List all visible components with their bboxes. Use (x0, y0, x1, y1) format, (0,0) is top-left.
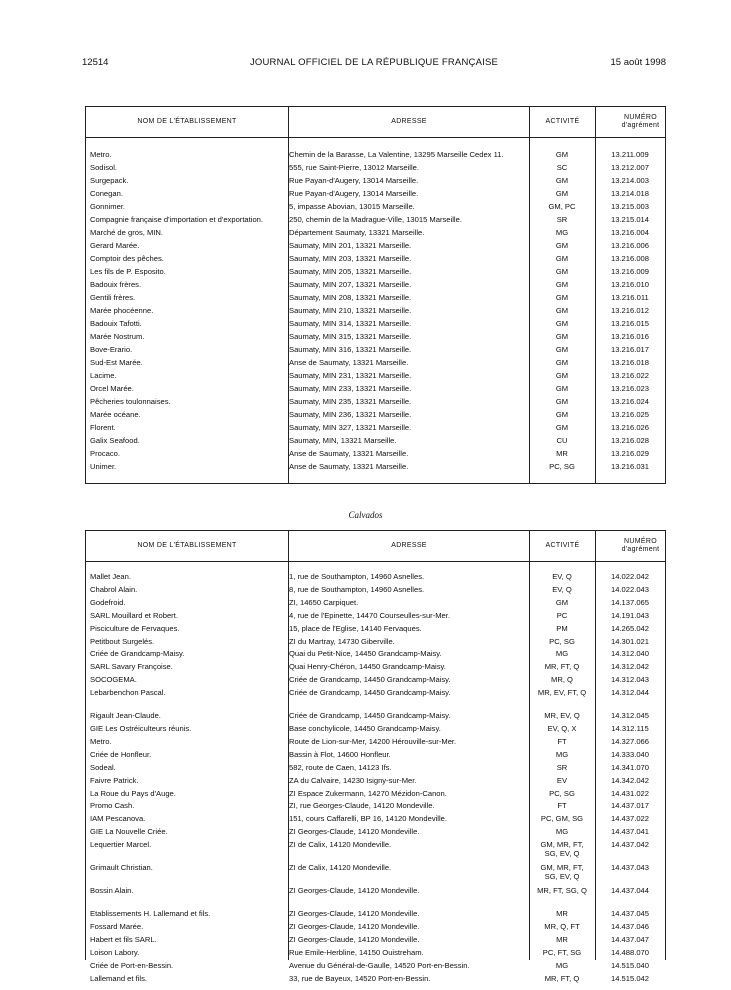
establishment-activity: GM (555, 397, 569, 406)
approval-number: 14.342.042 (610, 775, 649, 785)
approval-number: 13.215.003 (610, 202, 649, 211)
establishment-activity: SR (556, 762, 568, 772)
establishment-name: Lacime. (90, 372, 117, 380)
establishment-address: ZA du Calvaire, 14230 Isigny-sur-Mer. (289, 776, 417, 785)
establishment-name: Grimault Christian. (90, 864, 153, 873)
approval-number: 13.216.012 (610, 306, 649, 315)
establishment-address: ZI Espace Zukermann, 14270 Mézidon-Canon. (289, 789, 447, 798)
establishment-address: 151, cours Caffarelli, BP 16, 14120 Mondeville. (289, 815, 448, 824)
establishment-address: Saumaty, MIN 314, 13321 Marseille. (289, 320, 412, 328)
establishment-activity: SC (556, 163, 568, 172)
establishment-address: Chemin de la Barasse, La Valentine, 13295 Marseille Cedex 11. (289, 151, 504, 159)
establishment-activity: GM (555, 293, 569, 302)
approval-number: 14.333.040 (610, 749, 649, 759)
approval-number: 14.022.042 (610, 572, 649, 581)
establishment-address: Saumaty, MIN 207, 13321 Marseille. (289, 281, 412, 289)
approval-number: 13.216.022 (610, 371, 649, 380)
section-title: Calvados (348, 510, 383, 520)
approval-number: 13.216.009 (610, 267, 649, 276)
page-header (82, 57, 666, 73)
approval-number: 14.515.040 (610, 960, 649, 970)
establishment-activity: SR (556, 215, 568, 224)
establishments-table-calvados (85, 530, 666, 983)
approval-number: 13.216.016 (610, 332, 649, 341)
establishment-name: Criée de Port-en-Bessin. (90, 961, 174, 970)
establishment-address: ZI Georges-Claude, 14120 Mondeville. (289, 887, 420, 896)
establishment-activity: GM (555, 241, 569, 250)
establishment-activity: MR (556, 909, 568, 919)
establishment-activity: PC, SG (549, 636, 575, 646)
establishment-address: 1, rue de Southampton, 14960 Asnelles. (289, 573, 425, 581)
establishment-name: Badouix frères. (90, 281, 142, 289)
approval-number: 14.437.043 (610, 863, 649, 873)
establishment-name: Metro. (90, 737, 112, 746)
establishment-address: Département Saumaty, 13321 Marseille. (289, 229, 425, 237)
establishment-activity: GM (555, 423, 569, 432)
establishment-address: 250, chemin de la Madrague-Ville, 13015 Marseille. (289, 216, 462, 224)
approval-number: 14.431.022 (610, 788, 649, 798)
approval-number: 13.216.029 (610, 449, 649, 458)
approval-number: 14.341.070 (610, 762, 649, 772)
establishment-address: 33, rue de Bayeux, 14520 Port-en-Bessin. (289, 974, 431, 983)
approval-number: 14.301.021 (610, 636, 649, 646)
approval-number: 13.216.024 (610, 397, 649, 406)
approval-number: 14.191.043 (610, 610, 649, 620)
establishment-address: Anse de Saumaty, 13321 Marseille. (289, 463, 409, 471)
establishment-activity: GM (555, 597, 569, 607)
establishment-name: Criée de Honfleur. (90, 750, 152, 759)
establishment-address: Saumaty, MIN 203, 13321 Marseille. (289, 255, 412, 263)
establishment-name: Gentili frères. (90, 294, 136, 302)
establishment-address: ZI du Martray, 14730 Giberville. (289, 637, 395, 646)
establishment-address: Saumaty, MIN 315, 13321 Marseille. (289, 333, 412, 341)
approval-number: 14.437.045 (610, 909, 649, 919)
establishment-activity: GM (555, 371, 569, 380)
establishment-activity: EV (556, 775, 568, 785)
establishment-name: SOCOGEMA. (90, 676, 137, 685)
establishments-table-bouches-du-rhone (85, 106, 666, 484)
establishment-name: Loison Labory. (90, 948, 140, 957)
establishment-address: Saumaty, MIN 205, 13321 Marseille. (289, 268, 412, 276)
establishment-activity: PC, GM, SG (540, 814, 584, 824)
establishment-name: Lequertier Marcel. (90, 841, 152, 850)
establishment-activity: FT (557, 801, 567, 811)
approval-number: 13.216.008 (610, 254, 649, 263)
establishment-activity: MG (555, 649, 569, 659)
establishment-activity: GM (555, 410, 569, 419)
approval-number: 14.137.065 (610, 597, 649, 607)
establishment-address: 5, impasse Abovian, 13015 Marseille. (289, 203, 415, 211)
establishment-name: Petitbout Surgelés. (90, 637, 155, 646)
establishment-activity: GM (555, 280, 569, 289)
approval-number: 14.312.115 (611, 724, 649, 733)
establishment-name: Marché de gros, MIN. (90, 229, 164, 237)
approval-number: 14.265.042 (610, 623, 649, 633)
establishment-activity: PC, FT, SG (542, 947, 582, 957)
journal-title: JOURNAL OFFICIEL DE LA RÉPUBLIQUE FRANÇAISE (249, 57, 499, 68)
establishment-activity: EV, Q, X (547, 724, 577, 733)
establishment-address: Saumaty, MIN 233, 13321 Marseille. (289, 385, 412, 393)
establishment-name: Rigault Jean-Claude. (90, 712, 161, 721)
establishment-activity: MG (555, 749, 569, 759)
establishment-name: SARL Mouillard et Robert. (90, 611, 178, 620)
establishment-activity: EV, Q (552, 572, 572, 581)
establishment-name: Marée océane. (90, 411, 141, 419)
establishment-address: Bassin à Flot, 14600 Honfleur. (289, 750, 391, 759)
approval-number: 13.215.014 (610, 215, 649, 224)
establishment-name: Unimer. (90, 463, 117, 471)
establishment-name: IAM Pescanova. (90, 815, 146, 824)
approval-number: 14.312.045 (610, 711, 649, 721)
establishment-name: Procaco. (90, 450, 120, 458)
establishment-address: Saumaty, MIN 327, 13321 Marseille. (289, 424, 412, 432)
establishment-address: ZI Georges-Claude, 14120 Mondeville. (289, 935, 420, 944)
establishment-name: GIE Les Ostréiculteurs réunis. (90, 725, 192, 733)
establishment-address: 8, rue de Southampton, 14960 Asnelles. (289, 585, 425, 594)
establishment-name: Gerard Marée. (90, 242, 140, 250)
establishment-address: ZI Georges-Claude, 14120 Mondeville. (289, 923, 420, 931)
establishment-address: Rue Emile-Herbline, 14150 Ouistreham. (289, 948, 424, 957)
establishment-activity: MR, FT, Q (544, 662, 580, 672)
establishment-name: Marée Nostrum. (90, 333, 145, 341)
header-name: NOM DE L'ÉTABLISSEMENT (137, 118, 237, 125)
approval-number: 13.216.026 (610, 423, 649, 432)
establishment-activity: GM (555, 189, 569, 198)
establishment-name: Sodisol. (90, 164, 118, 172)
establishment-activity: GM (555, 345, 569, 354)
approval-number: 14.437.017 (610, 801, 649, 811)
establishment-name: Les fils de P. Esposito. (90, 268, 166, 276)
establishment-name: Orcel Marée. (90, 385, 134, 393)
establishment-name: GIE La Nouvelle Criée. (90, 828, 168, 837)
approval-number: 14.312.043 (610, 675, 649, 685)
establishment-name: Pisciculture de Fervaques. (90, 624, 180, 633)
establishment-activity: PC (556, 610, 568, 620)
table-header (86, 531, 665, 562)
establishment-name: Criée de Grandcamp-Maisy. (90, 650, 185, 659)
establishment-name: Chabrol Alain. (90, 585, 138, 594)
approval-number: 13.216.010 (610, 280, 649, 289)
header-activity: ACTIVITÉ (545, 118, 580, 125)
approval-number: 14.488.070 (610, 947, 649, 957)
establishment-activity: EV, Q (552, 584, 572, 594)
establishment-activity: GM (555, 306, 569, 315)
approval-number: 14.437.041 (610, 827, 649, 837)
establishment-address: Rue Payan-d'Augery, 13014 Marseille. (289, 190, 419, 198)
establishment-activity: GM, MR, FT, SG, EV, Q (540, 840, 584, 858)
establishment-activity: MR, EV, Q (544, 711, 580, 721)
establishment-name: Mallet Jean. (90, 573, 131, 581)
establishment-name: Comptoir des pêches. (90, 255, 164, 263)
approval-number: 14.437.022 (610, 814, 649, 824)
establishment-activity: FT (557, 736, 567, 746)
establishment-address: ZI, 14650 Carpiquet. (289, 598, 359, 607)
header-activity: ACTIVITÉ (545, 542, 580, 549)
approval-number: 13.216.025 (610, 410, 649, 419)
issue-date: 15 août 1998 (610, 57, 666, 68)
establishment-activity: MG (555, 827, 569, 837)
establishment-address: Quai Henry-Chéron, 14450 Grandcamp-Maisy. (289, 663, 446, 672)
approval-number: 13.214.003 (610, 176, 649, 185)
header-name: NOM DE L'ÉTABLISSEMENT (137, 542, 237, 549)
establishment-address: Saumaty, MIN 210, 13321 Marseille. (289, 307, 412, 315)
approval-number: 14.437.046 (610, 922, 649, 931)
establishment-name: Gonnimer. (90, 203, 126, 211)
establishment-address: Criée de Grandcamp, 14450 Grandcamp-Maisy. (289, 689, 451, 698)
establishment-activity: MR, FT, SG, Q (537, 886, 587, 896)
approval-number: 13.211.009 (611, 150, 649, 159)
establishment-activity: GM, PC (548, 202, 576, 211)
establishment-address: Saumaty, MIN, 13321 Marseille. (289, 437, 397, 445)
establishment-address: Saumaty, MIN 316, 13321 Marseille. (289, 346, 412, 354)
approval-number: 13.216.004 (610, 228, 649, 237)
establishment-name: Metro. (90, 151, 112, 159)
table-header (86, 107, 665, 138)
approval-number: 13.216.018 (610, 358, 649, 367)
establishment-activity: GM (555, 384, 569, 393)
establishment-name: Lallemand et fils. (90, 974, 147, 983)
establishment-name: Conegan. (90, 190, 123, 198)
approval-number: 14.437.042 (610, 840, 649, 850)
establishment-address: Base conchylicole, 14450 Grandcamp-Maisy. (289, 725, 441, 733)
establishment-address: 4, rue de l'Epinette, 14470 Courseulles-sur-Mer. (289, 611, 451, 620)
establishment-name: La Roue du Pays d'Auge. (90, 789, 176, 798)
approval-number: 13.216.031 (610, 462, 649, 471)
approval-number: 13.216.015 (610, 319, 649, 328)
establishment-name: Godefroid. (90, 598, 126, 607)
approval-number: 14.312.042 (610, 662, 649, 672)
approval-number: 14.437.047 (610, 934, 649, 944)
establishment-activity: PM (556, 623, 568, 633)
establishment-address: ZI, rue Georges-Claude, 14120 Mondeville. (289, 802, 435, 811)
establishment-name: Faivre Patrick. (90, 776, 139, 785)
establishment-name: Bove-Erario. (90, 346, 133, 354)
establishment-name: Florent. (90, 424, 116, 432)
header-number: NUMÉRO d'agrément (621, 114, 660, 129)
establishment-activity: MR (556, 934, 568, 944)
establishment-activity: GM (555, 358, 569, 367)
establishment-name: Galix Seafood. (90, 437, 140, 445)
establishment-activity: MR, FT, Q (544, 973, 580, 983)
approval-number: 13.216.023 (610, 384, 649, 393)
establishment-activity: GM (555, 332, 569, 341)
establishment-name: Habert et fils SARL. (90, 935, 157, 944)
approval-number: 14.312.044 (610, 688, 649, 698)
approval-number: 14.312.040 (610, 649, 649, 659)
establishment-address: Anse de Saumaty, 13321 Marseille. (289, 359, 409, 367)
establishment-name: Promo Cash. (90, 802, 135, 811)
establishment-address: Criée de Grandcamp, 14450 Grandcamp-Maisy. (289, 712, 451, 721)
establishment-activity: MG (555, 228, 569, 237)
establishment-address: ZI de Calix, 14120 Mondeville. (289, 841, 392, 850)
establishment-activity: MR, Q (551, 675, 573, 685)
header-address: ADRESSE (391, 118, 427, 125)
establishment-name: Fossard Marée. (90, 923, 144, 931)
establishment-name: Sud-Est Marée. (90, 359, 143, 367)
header-number: NUMÉRO d'agrément (621, 538, 660, 553)
establishment-name: SARL Savary Françoise. (90, 663, 173, 672)
establishment-address: Saumaty, MIN 201, 13321 Marseille. (289, 242, 412, 250)
establishment-address: Avenue du Général-de-Gaulle, 14520 Port-en-Bessin. (289, 961, 470, 970)
establishment-name: Lebarbenchon Pascal. (90, 689, 166, 698)
establishment-activity: MR (556, 449, 568, 458)
establishment-address: Saumaty, MIN 236, 13321 Marseille. (289, 411, 412, 419)
establishment-activity: PC, SG (549, 788, 575, 798)
establishment-activity: MR, Q, FT (544, 922, 580, 931)
establishment-name: Pêcheries toulonnaises. (90, 398, 171, 406)
establishment-address: ZI Georges-Claude, 14120 Mondeville. (289, 910, 420, 919)
establishment-address: Rue Payan-d'Augery, 13014 Marseille. (289, 177, 419, 185)
establishment-activity: MR, EV, FT, Q (537, 688, 587, 698)
approval-number: 13.214.018 (610, 189, 649, 198)
establishment-activity: GM (555, 267, 569, 276)
establishment-name: Badouix Tafotti. (90, 320, 142, 328)
establishment-address: Saumaty, MIN 235, 13321 Marseille. (289, 398, 412, 406)
approval-number: 14.515.042 (610, 973, 649, 983)
establishment-address: Anse de Saumaty, 13321 Marseille. (289, 450, 409, 458)
approval-number: 13.216.017 (610, 345, 649, 354)
approval-number: 14.327.066 (610, 736, 649, 746)
establishment-name: Surgepack. (90, 177, 129, 185)
establishment-address: Route de Lion-sur-Mer, 14200 Hérouville-sur-Mer. (289, 737, 457, 746)
approval-number: 13.216.028 (610, 436, 649, 445)
approval-number: 13.216.011 (611, 293, 649, 302)
approval-number: 14.437.044 (610, 886, 649, 896)
establishment-activity: GM (555, 319, 569, 328)
establishment-address: 555, rue Saint-Pierre, 13012 Marseille. (289, 164, 420, 172)
establishment-name: Marée phocéenne. (90, 307, 154, 315)
establishment-activity: GM (555, 176, 569, 185)
approval-number: 13.212.007 (610, 163, 649, 172)
page-number: 12514 (82, 57, 109, 68)
establishment-name: Sodeal. (90, 763, 116, 772)
establishment-address: 582, route de Caen, 14123 Ifs. (289, 763, 392, 772)
establishment-activity: PC, SG (549, 462, 575, 471)
approval-number: 14.022.043 (610, 584, 649, 594)
establishment-activity: CU (556, 436, 568, 445)
establishment-activity: GM (555, 150, 569, 159)
establishment-activity: GM (555, 254, 569, 263)
establishment-activity: MG (555, 960, 569, 970)
establishment-name: Bossin Alain. (90, 887, 134, 896)
establishment-activity: GM, MR, FT, SG, EV, Q (540, 863, 584, 881)
establishment-address: Saumaty, MIN 231, 13321 Marseille. (289, 372, 412, 380)
establishment-address: Quai du Petit-Nice, 14450 Grandcamp-Maisy. (289, 650, 442, 659)
establishment-address: Criée de Grandcamp, 14450 Grandcamp-Maisy. (289, 676, 451, 685)
header-address: ADRESSE (391, 542, 427, 549)
establishment-address: ZI Georges-Claude, 14120 Mondeville. (289, 828, 420, 837)
establishment-address: ZI de Calix, 14120 Mondeville. (289, 864, 392, 873)
establishment-address: Saumaty, MIN 208, 13321 Marseille. (289, 294, 412, 302)
approval-number: 13.216.006 (610, 241, 649, 250)
establishment-name: Compagnie française d'importation et d'exportation. (90, 216, 264, 224)
establishment-name: Etablissements H. Lallemand et fils. (90, 910, 211, 919)
establishment-address: 15, place de l'Eglise, 14140 Fervaques. (289, 624, 422, 633)
